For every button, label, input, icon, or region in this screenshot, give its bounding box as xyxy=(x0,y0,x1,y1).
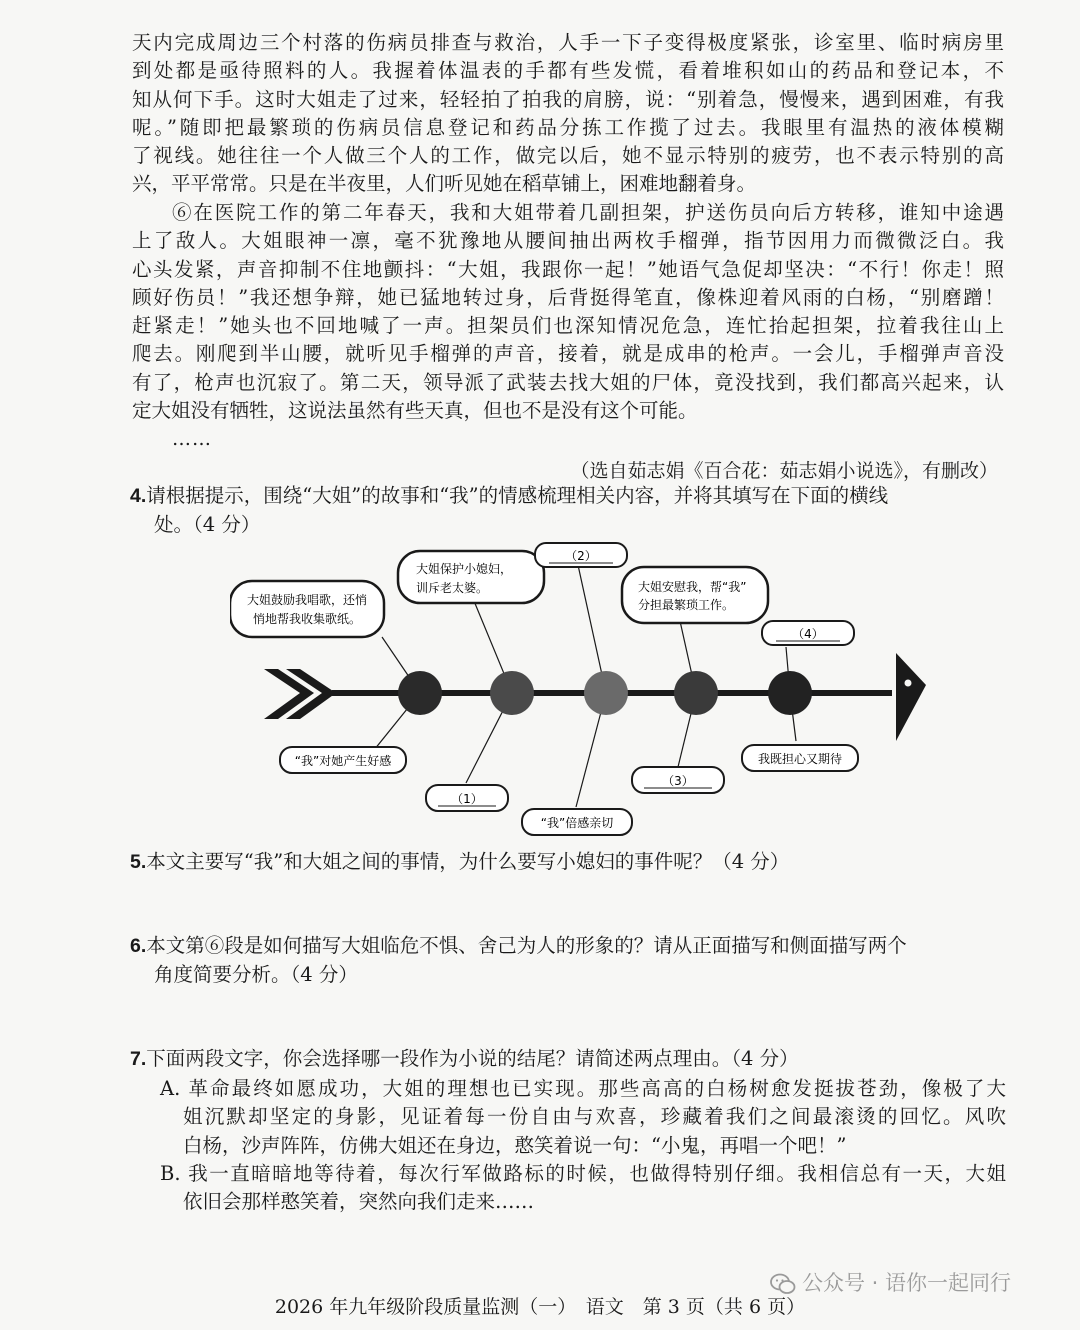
text-line: 顾好伤员！”我还想争辩，她已猛地转过身，后背挺得笔直，像株迎着风雨的白杨，“别磨蹭！ xyxy=(132,285,1004,309)
arrow-end-icon xyxy=(896,653,926,741)
option-b xyxy=(160,1160,1006,1217)
question-line xyxy=(132,482,1004,511)
event-4-line2: 分担最繁琐工作。 xyxy=(638,598,735,612)
source-citation: （选自茹志娟《百合花：茹志娟小说选》，有删改） xyxy=(570,460,998,482)
page-footer: 2026 年九年级阶段质量监测（一） 语文 第 3 页（共 6 页） xyxy=(274,1296,806,1318)
text-line: ⑥在医院工作的第二年春天，我和大姐带着几副担架，护送伤员向后方转移，谁知中途遇 xyxy=(172,201,1004,224)
arrow-end-dot xyxy=(905,680,912,687)
event-2-line1: 大姐保护小媳妇， xyxy=(416,562,513,576)
text-line: 赶紧走！”她头也不回地喊了一声。担架员们也深知情况危急，连忙抬起担架，拉着我往山上 xyxy=(132,314,1004,338)
timeline-node xyxy=(768,671,812,715)
blank-label-3: （3） xyxy=(662,774,694,788)
text-line: 了视线。她往往一个人做三个人的工作，做完以后，她不显示特别的疲劳，也不表示特别的高 xyxy=(132,144,1004,168)
question-number: 6. xyxy=(130,935,147,957)
text-line: 天内完成周边三个村落的伤病员排查与救治，人手一下子变得极度紧张，诊室里、临时病房里 xyxy=(132,31,1004,54)
event-box-4 xyxy=(622,567,768,623)
option-line: B. 我一直暗暗地等待着，每次行军做路标的时候，也做得特别仔细。我相信总有一天，大姐 xyxy=(160,1162,1006,1185)
watermark-text: 公众号 · 语你一起同行 xyxy=(802,1271,1012,1295)
question-7 xyxy=(132,1045,1004,1074)
question-line xyxy=(132,848,1004,877)
event-1-line2: 悄地帮我收集歌纸。 xyxy=(252,612,362,626)
event-box-2 xyxy=(398,551,544,603)
passage-paragraph-5 xyxy=(132,29,1004,199)
blank-label-2: （2） xyxy=(565,549,597,563)
text-line: 上了敌人。大姐眼神一凛，毫不犹豫地从腰间抽出两枚手榴弹，指节因用力而微微泛白。我 xyxy=(132,229,1004,253)
question-line: 处。（4 分） xyxy=(154,512,261,536)
text-line: 定大姐没有牺牲，这说法虽然有些天真，但也不是没有这个可能。 xyxy=(132,399,698,423)
option-line: 姐沉默却坚定的身影，见证着每一份自由与欢喜，珍藏着我们之间最滚烫的回忆。风吹 xyxy=(183,1105,1006,1129)
question-4 xyxy=(132,482,1004,539)
option-a xyxy=(160,1075,1006,1160)
option-line: A. 革命最终如愿成功，大姐的理想也已实现。那些高高的白杨树愈发挺拔苍劲，像极了大 xyxy=(160,1077,1006,1100)
timeline-node xyxy=(674,671,718,715)
question-line xyxy=(132,932,1004,961)
event-1-line1: 大姐鼓励我唱歌，还悄 xyxy=(246,593,368,607)
timeline-node xyxy=(584,671,628,715)
question-6 xyxy=(132,932,1004,989)
ellipsis: …… xyxy=(172,428,212,450)
question-number: 5. xyxy=(130,851,147,873)
question-line: 角度简要分析。（4 分） xyxy=(154,962,358,986)
text-line: 有了，枪声也沉寂了。第二天，领导派了武装去找大姐的尸体，竟没找到，我们都高兴起来，认 xyxy=(132,370,1004,394)
timeline-node xyxy=(490,671,534,715)
option-line: 白杨，沙声阵阵，仿佛大姐还在身边，憨笑着说一句：“小鬼，再唱一个吧！” xyxy=(183,1133,847,1157)
question-5 xyxy=(132,848,1004,877)
text-line: 爬去。刚爬到半山腰，就听见手榴弹的声音，接着，就是成串的枪声。一会儿，手榴弹声音没 xyxy=(132,342,1004,366)
text-line: 知从何下手。这时大姐走了过来，轻轻拍了拍我的肩膀，说：“别着急，慢慢来，遇到困难，有我 xyxy=(132,87,1004,111)
question-number: 7. xyxy=(130,1048,147,1070)
question-text: 请根据提示，围绕“大姐”的故事和“我”的情感梳理相关内容，并将其填写在下面的横线 xyxy=(146,484,889,507)
event-4-line1: 大姐安慰我，帮“我” xyxy=(638,580,747,594)
question-text: 下面两段文字，你会选择哪一段作为小说的结尾？请简述两点理由。（4 分） xyxy=(146,1047,799,1070)
feeling-5-text: 我既担心又期待 xyxy=(757,752,843,766)
question-text: 本文第⑥段是如何描写大姐临危不惧、舍己为人的形象的？请从正面描写和侧面描写两个 xyxy=(146,934,907,957)
timeline-diagram xyxy=(230,535,950,840)
question-number: 4. xyxy=(130,485,147,507)
event-box-1 xyxy=(230,581,384,637)
text-line: 兴，平平常常。只是在半夜里，人们听见她在稻草铺上，困难地翻着身。 xyxy=(132,172,757,196)
text-line: 呢。”随即把最繁琐的伤病员信息登记和药品分拣工作揽了过去。我眼里有温热的液体模糊 xyxy=(132,115,1004,139)
feeling-1-text: “我”对她产生好感 xyxy=(294,754,392,768)
question-text: 本文主要写“我”和大姐之间的事情，为什么要写小媳妇的事件呢？（4 分） xyxy=(146,850,790,873)
option-line: 依旧会那样憨笑着，突然向我们走来…… xyxy=(183,1190,535,1214)
blank-label-4: （4） xyxy=(792,627,824,641)
blank-label-1: （1） xyxy=(451,792,483,806)
text-line: 心头发紧，声音抑制不住地颤抖：“大姐，我跟你一起！”她语气急促却坚决：“不行！你走！照 xyxy=(132,257,1004,281)
timeline-node xyxy=(398,671,442,715)
question-line xyxy=(132,1045,1004,1074)
event-2-line2: 训斥老太婆。 xyxy=(416,581,489,595)
feeling-3-text: “我”倍感亲切 xyxy=(540,816,614,830)
text-line: 到处都是亟待照料的人。我握着体温表的手都有些发慌，看着堆积如山的药品和登记本，不 xyxy=(132,59,1004,83)
passage-paragraph-6 xyxy=(132,199,1004,425)
